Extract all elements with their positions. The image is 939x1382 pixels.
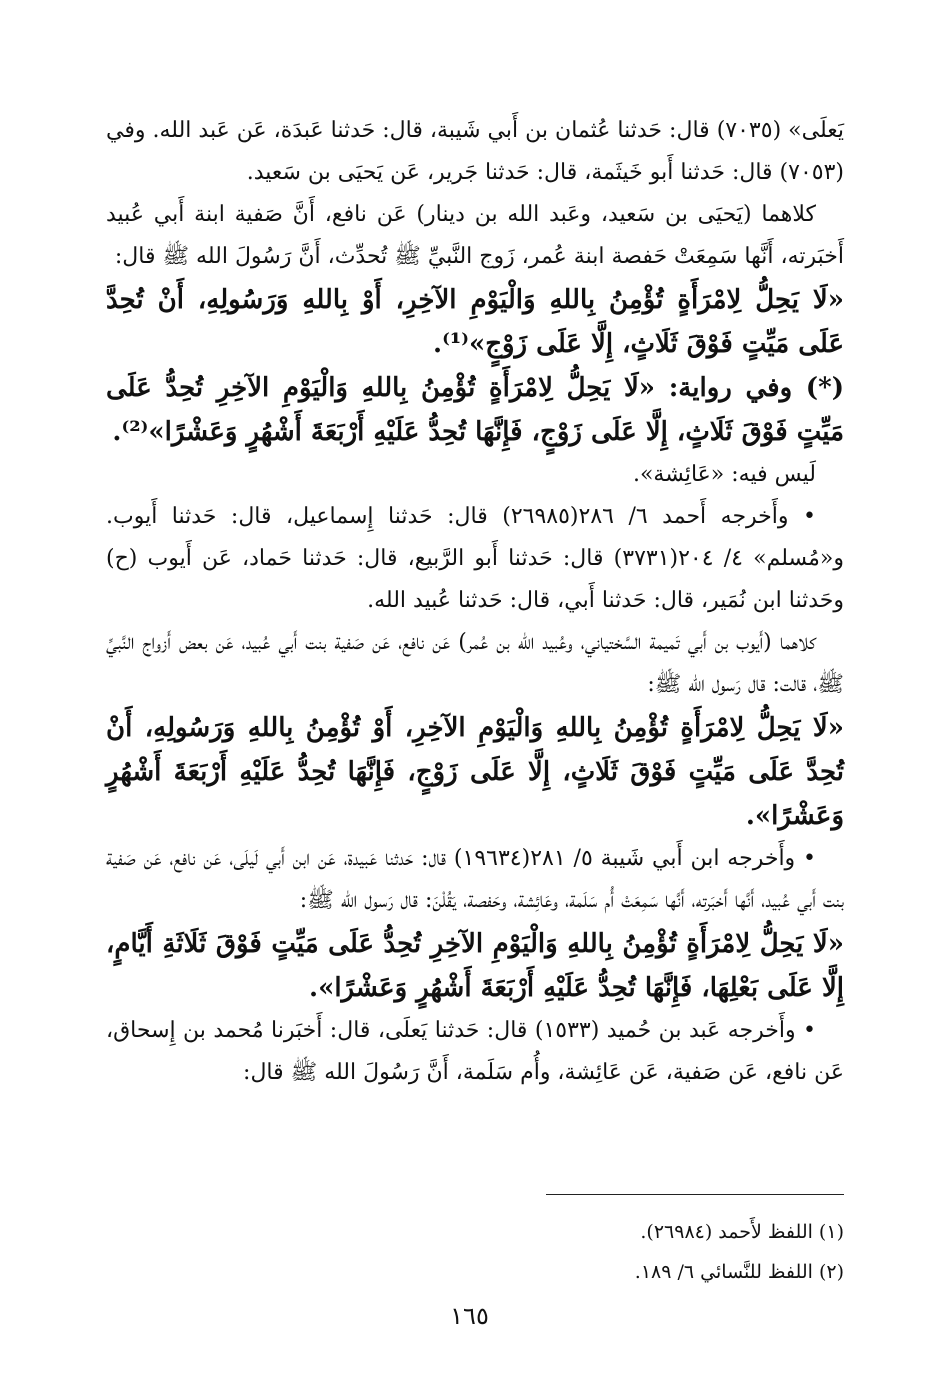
footnote-2: (٢) اللفظ للنَّسائي ٦/ ١٨٩. xyxy=(634,1261,844,1283)
hadith-text-3: «لَا يَحِلُّ لِامْرَأَةٍ تُؤْمِنُ بِاللهِ وَالْيَوْمِ الآخِرِ تُحِدُّ عَلَى مَيِّتٍ فَوْقَ ثَلَاثَةِ أَيَّامٍ، إِلَّا عَلَى بَعْلِهَا، فَإِنَّهَا تُحِدُّ عَلَيْهِ أَرْبَعَةَ أَشْهُرٍ وَعَشْرًا». xyxy=(106,929,844,1003)
paragraph-takhrij-abd-ibn-humaid: • وأَخرجه عَبد بن حُميد (١٥٣٣) قال: حَدثنا يَعلَى، قال: أَخبَرنا مُحمد بن إِسحاق، عَن نافع، عَن صَفية، عَن عَائِشة، وأُم سَلَمة، أَنَّ رَسُولَ الله ﷺ قال: xyxy=(106,1018,844,1085)
paragraph-isnad-1: يَعلَى» (٧٠٣٥) قال: حَدثنا عُثمان بن أَبي شَيبة، قال: حَدثنا عَبدَة، عَن عَبد الله. وفي (٧٠٥٣) قال: حَدثنا أَبو خَيثَمة، قال: حَدثنا جَرير، عَن يَحيَى بن سَعيد. xyxy=(106,118,844,185)
hadith-variant-riwaya: (*) وفي رواية: «لَا يَحِلُّ لِامْرَأَةٍ تُؤْمِنُ بِاللهِ وَالْيَوْمِ الآخِرِ تُحِدُّ عَلَى مَيِّتٍ فَوْقَ ثَلَاثٍ، إِلَّا عَلَى زَوْجٍ، فَإِنَّهَا تُحِدُّ عَلَيْهِ أَرْبَعَةَ أَشْهُرٍ وَعَشْرًا»⁽²⁾. xyxy=(106,373,844,447)
paragraph-isnad-3: كلاهما (أَيوب بن أَبي تَميمة السَّختياني، وعُبيد الله بن عُمر) عَن نافع، عَن صَفية بنت أَبي عُبيد، عَن بعض أَزواج النَّبيِّ ﷺ، قالت: قال رَسول الله ﷺ: xyxy=(106,630,844,697)
footnote-separator xyxy=(546,1194,844,1195)
page-number: ١٦٥ xyxy=(450,1302,489,1330)
paragraph-takhrij-ibn-abi-shaybah: • وأَخرجه ابن أَبي شَيبة ٥/ ٢٨١(١٩٦٣٤) قال: حَدثنا عَبيدة، عَن ابن أَبي لَيلَى، عَن نافع، عَن صَفية بنت أَبي عُبيد، أَنَّها أَخبَرته، أَنَّها سَمِعَتْ أُم سَلَمة، وعَائِشة، وحَفصة، يَقُلْنَ: قال رَسول الله ﷺ: xyxy=(106,846,844,913)
hadith-text-2: «لَا يَحِلُّ لِامْرَأَةٍ تُؤْمِنُ بِاللهِ وَالْيَوْمِ الآخِرِ، أَوْ تُؤْمِنُ بِاللهِ وَرَسُولِهِ، أَنْ تُحِدَّ عَلَى مَيِّتٍ فَوْقَ ثَلَاثٍ، إِلَّا عَلَى زَوْجٍ، فَإِنَّهَا تُحِدُّ عَلَيْهِ أَرْبَعَةَ أَشْهُرٍ وَعَشْرًا». xyxy=(106,713,844,831)
footnotes xyxy=(106,1212,844,1292)
main-text xyxy=(106,110,844,1094)
footnote-1: (١) اللفظ لأَحمد (٢٦٩٨٤). xyxy=(640,1221,844,1243)
paragraph-takhrij-ahmad-muslim: • وأَخرجه أَحمد ٦/ ٢٨٦(٢٦٩٨٥) قال: حَدثنا إِسماعيل، قال: حَدثنا أَيوب. و«مُسلم» ٤/ ٢٠٤(٣٧٣١) قال: حَدثنا أَبو الرَّبيع، قال: حَدثنا حَماد، عَن أَيوب (ح) وحَدثنا ابن نُمَير، قال: حَدثنا أَبي، قال: حَدثنا عُبيد الله. xyxy=(106,504,845,613)
paragraph-note-aisha: لَيس فيه: «عَائِشة». xyxy=(632,462,816,487)
paragraph-isnad-2: كلاهما (يَحيَى بن سَعيد، وعَبد الله بن دينار) عَن نافع، أَنَّ صَفية ابنة أَبي عُبيد أَخبَرته، أَنَّها سَمِعَتْ حَفصة ابنة عُمر، زَوج النَّبيِّ ﷺ تُحدِّث، أَنَّ رَسُولَ الله ﷺ قال: xyxy=(106,202,844,269)
hadith-text-1: «لَا يَحِلُّ لِامْرَأَةٍ تُؤْمِنُ بِاللهِ وَالْيَوْمِ الآخِرِ، أَوْ بِاللهِ وَرَسُولِهِ، أَنْ تُحِدَّ عَلَى مَيِّتٍ فَوْقَ ثَلَاثٍ، إِلَّا عَلَى زَوْجٍ»⁽¹⁾. xyxy=(106,285,844,359)
